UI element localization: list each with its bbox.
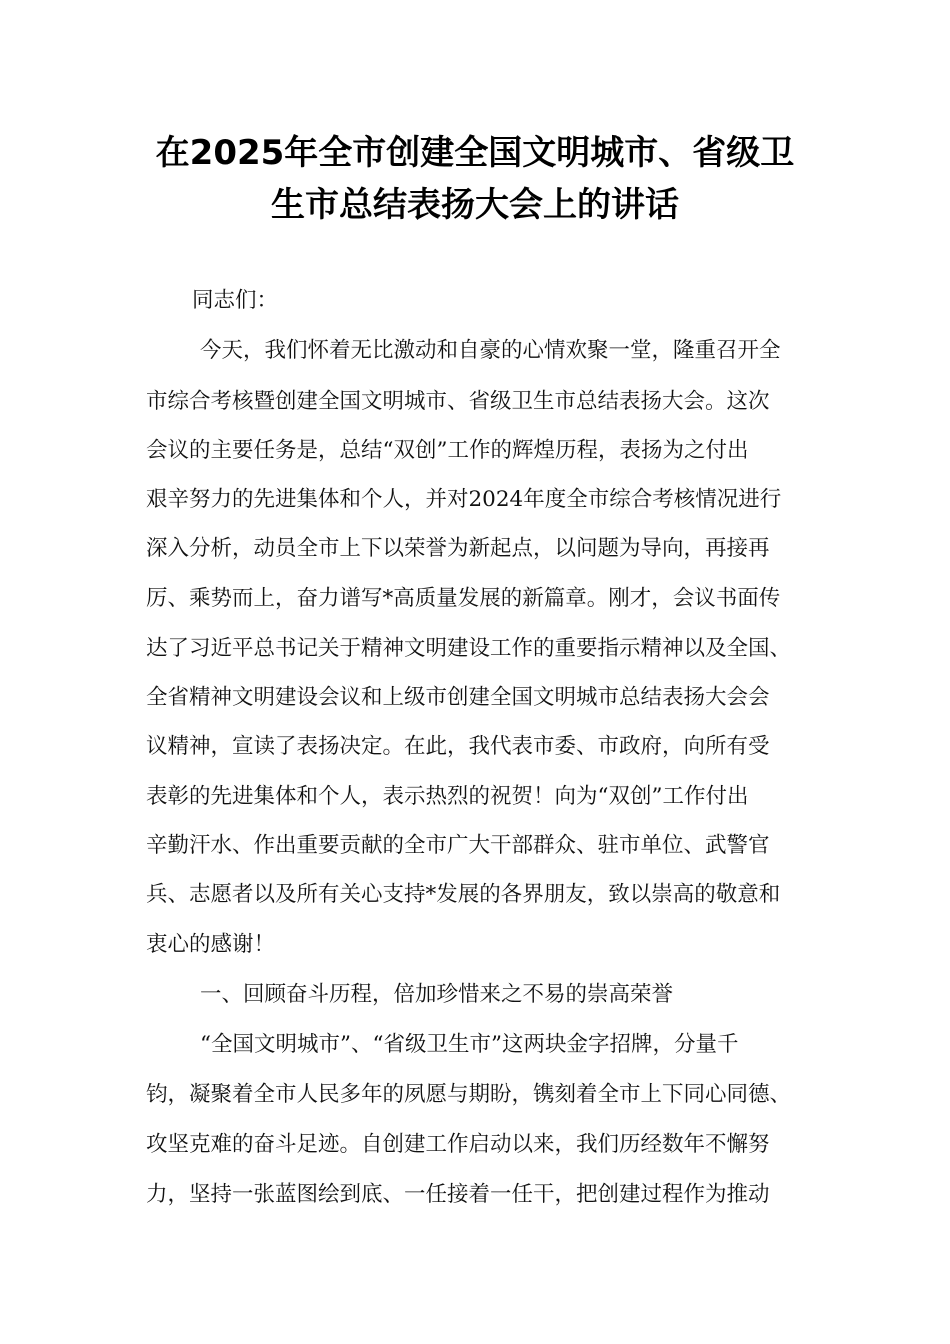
paragraph-2-line: 钧，凝聚着全市人民多年的夙愿与期盼，镌刻着全市上下同心同德、	[146, 1082, 792, 1107]
paragraph-2-line: 力，坚持一张蓝图绘到底、一任接着一任干，把创建过程作为推动	[146, 1182, 770, 1207]
document-title-line-1: 在2025年全市创建全国文明城市、省级卫	[155, 133, 795, 173]
paragraph-1-line: 兵、志愿者以及所有关心支持*发展的各界朋友，致以崇高的敬意和	[146, 882, 781, 907]
paragraph-1-line: 市综合考核暨创建全国文明城市、省级卫生市总结表扬大会。这次	[146, 389, 770, 414]
paragraph-1-line: 表彰的先进集体和个人，表示热烈的祝贺！向为“双创”工作付出	[146, 784, 749, 809]
paragraph-1-line: 衷心的感谢！	[146, 932, 276, 957]
salutation: 同志们：	[192, 288, 279, 313]
paragraph-1-line: 议精神，宣读了表扬决定。在此，我代表市委、市政府，向所有受	[146, 734, 770, 759]
section-heading-1: 一、回顾奋斗历程，倍加珍惜来之不易的崇高荣誉	[200, 982, 674, 1007]
paragraph-1-line: 厉、乘势而上，奋力谱写*高质量发展的新篇章。刚才，会议书面传	[146, 586, 781, 611]
paragraph-1-line: 今天，我们怀着无比激动和自豪的心情欢聚一堂，隆重召开全	[200, 338, 781, 363]
paragraph-1-line: 辛勤汗水、作出重要贡献的全市广大干部群众、驻市单位、武警官	[146, 833, 770, 858]
document-title-line-2: 生市总结表扬大会上的讲话	[271, 185, 679, 225]
paragraph-2-line: “全国文明城市”、“省级卫生市”这两块金字招牌，分量千	[200, 1032, 739, 1057]
paragraph-1-line: 会议的主要任务是，总结“双创”工作的辉煌历程，表扬为之付出	[146, 438, 749, 463]
paragraph-2-line: 攻坚克难的奋斗足迹。自创建工作启动以来，我们历经数年不懈努	[146, 1132, 770, 1157]
paragraph-1-line: 深入分析，动员全市上下以荣誉为新起点，以问题为导向，再接再	[146, 536, 770, 561]
paragraph-1-line: 全省精神文明建设会议和上级市创建全国文明城市总结表扬大会会	[146, 685, 770, 710]
paragraph-1-line: 艰辛努力的先进集体和个人，并对2024年度全市综合考核情况进行	[146, 487, 782, 512]
paragraph-1-line: 达了习近平总书记关于精神文明建设工作的重要指示精神以及全国、	[146, 636, 792, 661]
